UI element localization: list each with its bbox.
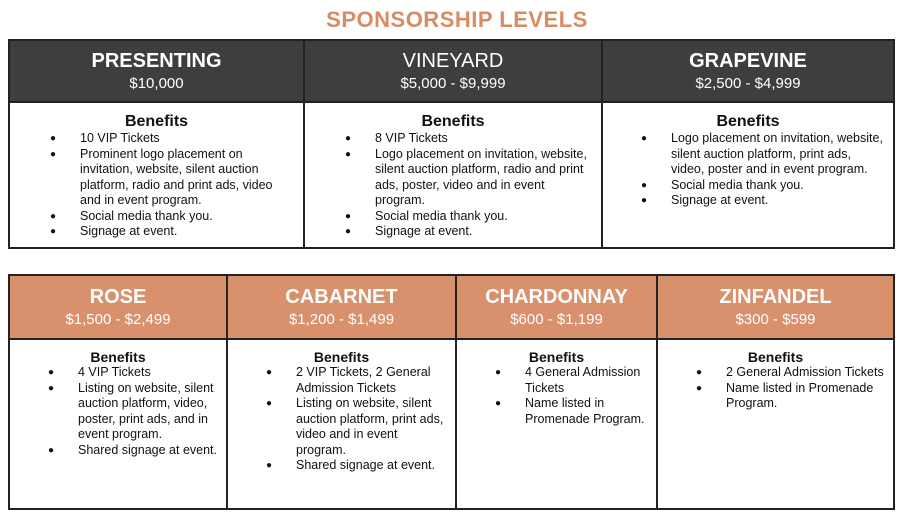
benefits-list xyxy=(296,365,449,474)
level-name: ZINFANDEL xyxy=(719,286,832,308)
level-price: $600 - $1,199 xyxy=(510,311,603,328)
benefit-item: ● Prominent logo placement on invitation, website, silent auction platform, radio and print ads, video and in event program. xyxy=(80,147,295,209)
benefits-cell-zinfandel xyxy=(657,339,894,509)
benefit-item: ● Shared signage at event. xyxy=(296,458,449,474)
benefits-cell-presenting xyxy=(9,102,304,248)
benefits-list xyxy=(726,365,887,412)
benefits-heading: Benefits xyxy=(528,349,585,365)
benefit-item: ● Listing on website, silent auction platform, video, poster, print ads, and in event program. xyxy=(78,381,220,443)
benefit-item: ● 8 VIP Tickets xyxy=(375,131,593,147)
level-header-cabarnet xyxy=(227,275,456,339)
benefit-item: ● 2 VIP Tickets, 2 General Admission Tickets xyxy=(296,365,449,396)
benefit-item: ● 4 VIP Tickets xyxy=(78,365,220,381)
benefits-list xyxy=(80,131,295,240)
page-title: SPONSORSHIP LEVELS xyxy=(326,7,588,32)
benefit-item: ● 10 VIP Tickets xyxy=(80,131,295,147)
benefits-cell-vineyard xyxy=(304,102,602,248)
benefit-item: ● Social media thank you. xyxy=(671,178,885,194)
benefit-item: ● Name listed in Promenade Program. xyxy=(525,396,650,427)
level-header-vineyard xyxy=(304,40,602,102)
sponsorship-table-top xyxy=(8,39,895,249)
benefit-item: ● Signage at event. xyxy=(80,224,295,240)
benefits-list xyxy=(375,131,593,240)
level-price: $1,500 - $2,499 xyxy=(65,311,171,328)
benefits-heading: Benefits xyxy=(313,349,370,365)
benefits-heading: Benefits xyxy=(90,349,146,365)
benefits-cell-chardonnay xyxy=(456,339,657,509)
level-name: ROSE xyxy=(89,286,147,308)
level-price: $2,500 - $4,999 xyxy=(695,75,801,92)
level-price: $10,000 xyxy=(129,75,184,92)
benefits-heading: Benefits xyxy=(716,113,780,130)
level-header-rose xyxy=(9,275,227,339)
level-name: PRESENTING xyxy=(91,50,222,72)
benefits-list xyxy=(78,365,220,458)
benefits-heading: Benefits xyxy=(124,113,189,130)
benefits-list xyxy=(671,131,885,209)
benefits-heading: Benefits xyxy=(747,349,804,365)
level-header-grapevine xyxy=(602,40,894,102)
level-name: VINEYARD xyxy=(402,50,504,72)
benefit-item: ● Signage at event. xyxy=(671,193,885,209)
benefits-cell-grapevine xyxy=(602,102,894,248)
benefit-item: ● Social media thank you. xyxy=(80,209,295,225)
benefit-item: ● Shared signage at event. xyxy=(78,443,220,459)
benefit-item: ● Logo placement on invitation, website, silent auction platform, radio and print ads, poster, video and in event program. xyxy=(375,147,593,209)
level-name: CHARDONNAY xyxy=(485,286,628,308)
benefit-item: ● Social media thank you. xyxy=(375,209,593,225)
benefit-item: ● Signage at event. xyxy=(375,224,593,240)
benefits-cell-cabarnet xyxy=(227,339,456,509)
level-price: $300 - $599 xyxy=(735,311,816,328)
benefit-item: ● Logo placement on invitation, website, silent auction platform, print ads, video, poster and in event program. xyxy=(671,131,885,178)
benefit-item: ● 2 General Admission Tickets xyxy=(726,365,887,381)
benefit-item: ● Name listed in Promenade Program. xyxy=(726,381,887,412)
benefit-item: ● Listing on website, silent auction platform, print ads, video and in event program. xyxy=(296,396,449,458)
level-header-chardonnay xyxy=(456,275,657,339)
level-price: $5,000 - $9,999 xyxy=(400,75,506,92)
benefits-list xyxy=(525,365,650,427)
level-price: $1,200 - $1,499 xyxy=(288,311,395,328)
level-name: GRAPEVINE xyxy=(689,50,807,72)
level-header-zinfandel xyxy=(657,275,894,339)
level-header-presenting xyxy=(9,40,304,102)
benefits-cell-rose xyxy=(9,339,227,509)
level-name: CABARNET xyxy=(285,286,398,308)
sponsorship-table-bottom xyxy=(8,274,895,510)
benefits-heading: Benefits xyxy=(421,113,485,130)
benefit-item: ● 4 General Admission Tickets xyxy=(525,365,650,396)
